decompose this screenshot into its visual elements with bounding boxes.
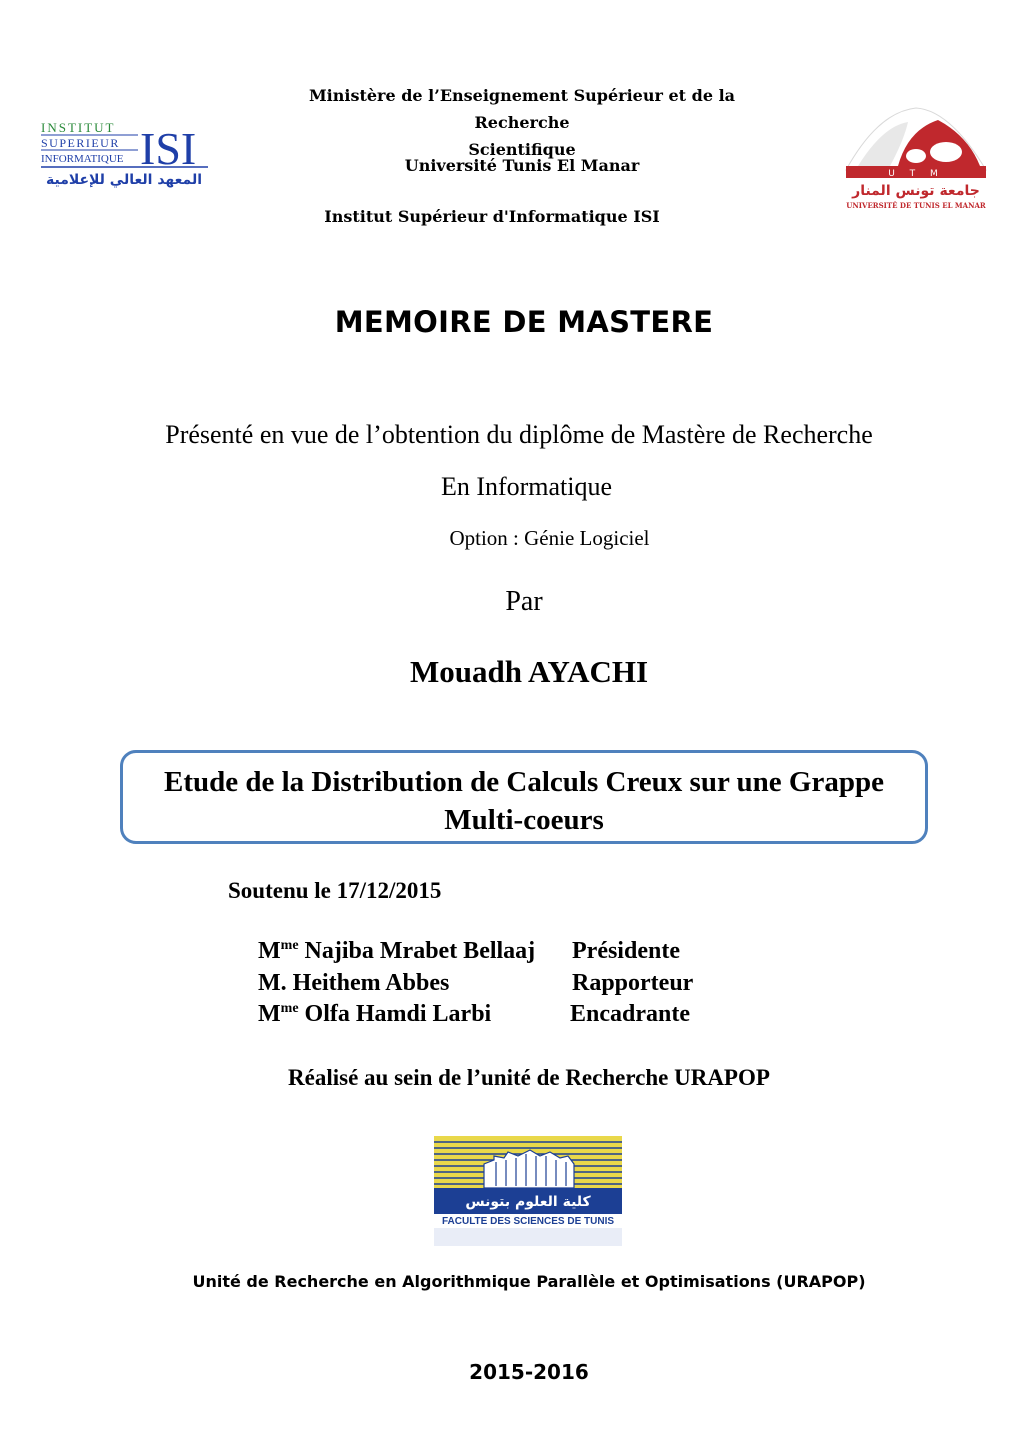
jury-row	[258, 1001, 778, 1033]
jury-member-role: Présidente	[572, 938, 680, 964]
document-type: MEMOIRE DE MASTERE	[334, 305, 714, 339]
jury-list	[258, 938, 778, 1033]
field-of-study: En Informatique	[440, 472, 613, 501]
jury-row	[258, 938, 778, 970]
research-unit-name: Unité de Recherche en Algorithmique Parallèle et Optimisations (URAPOP)	[192, 1272, 866, 1291]
fst-logo-arabic: كلية العلوم بتونس	[465, 1194, 591, 1210]
ministry-header	[262, 82, 782, 163]
university-name: Université Tunis El Manar	[404, 156, 640, 175]
presented-for: Présenté en vue de l’obtention du diplôme de Mastère de Recherche	[165, 420, 873, 449]
utm-logo-arabic: جامعة تونس المنار	[852, 183, 980, 199]
thesis-title-line-1: Etude de la Distribution de Calculs Creux sur une Grappe	[164, 766, 884, 798]
jury-member-name: M. Heithem Abbes	[258, 969, 450, 996]
utm-logo-caption: UNIVERSITÉ DE TUNIS EL MANAR	[846, 201, 986, 210]
jury-row	[258, 970, 778, 1002]
isi-logo-line-3: INFORMATIQUE	[41, 153, 124, 165]
isi-logo	[38, 118, 214, 192]
fst-logo	[434, 1136, 624, 1248]
ministry-line-2: Scientifique	[468, 140, 576, 159]
fst-logo-caption: FACULTE DES SCIENCES DE TUNIS	[441, 1216, 615, 1227]
utm-logo-graphic	[838, 100, 994, 212]
utm-logo-mark: U T M	[888, 169, 944, 179]
jury-member-role: Encadrante	[570, 1001, 690, 1027]
isi-logo-arabic: المعهد العالي للإعلامية	[45, 172, 203, 188]
isi-logo-graphic	[38, 118, 214, 192]
isi-logo-line-2: SUPERIEUR	[41, 136, 120, 150]
jury-member-name: $M^{me}$ Najiba Mrabet Bellaaj	[258, 938, 536, 964]
option-label: Option : Génie Logiciel	[449, 526, 650, 550]
defense-date: Soutenu le 17/12/2015	[228, 878, 442, 903]
jury-member-name: $M^{me}$ Olfa Hamdi Larbi	[258, 1001, 492, 1027]
research-unit-statement: Réalisé au sein de l’unité de Recherche URAPOP	[288, 1065, 770, 1090]
academic-year: 2015-2016	[469, 1360, 589, 1384]
ministry-line-1: Ministère de l’Enseignement Supérieur et de la Recherche	[308, 86, 736, 132]
fst-logo-graphic	[434, 1136, 624, 1248]
thesis-title-box	[120, 750, 928, 844]
author-name: Mouadh AYACHI	[409, 654, 649, 689]
institute-name: Institut Supérieur d'Informatique ISI	[324, 207, 660, 226]
isi-logo-line-1: INSTITUT	[41, 120, 116, 135]
thesis-title-line-2: Multi-coeurs	[444, 804, 604, 836]
by-label: Par	[505, 586, 543, 617]
utm-logo	[838, 100, 994, 212]
jury-member-role: Rapporteur	[572, 969, 694, 996]
isi-logo-mark: ISI	[140, 123, 197, 174]
